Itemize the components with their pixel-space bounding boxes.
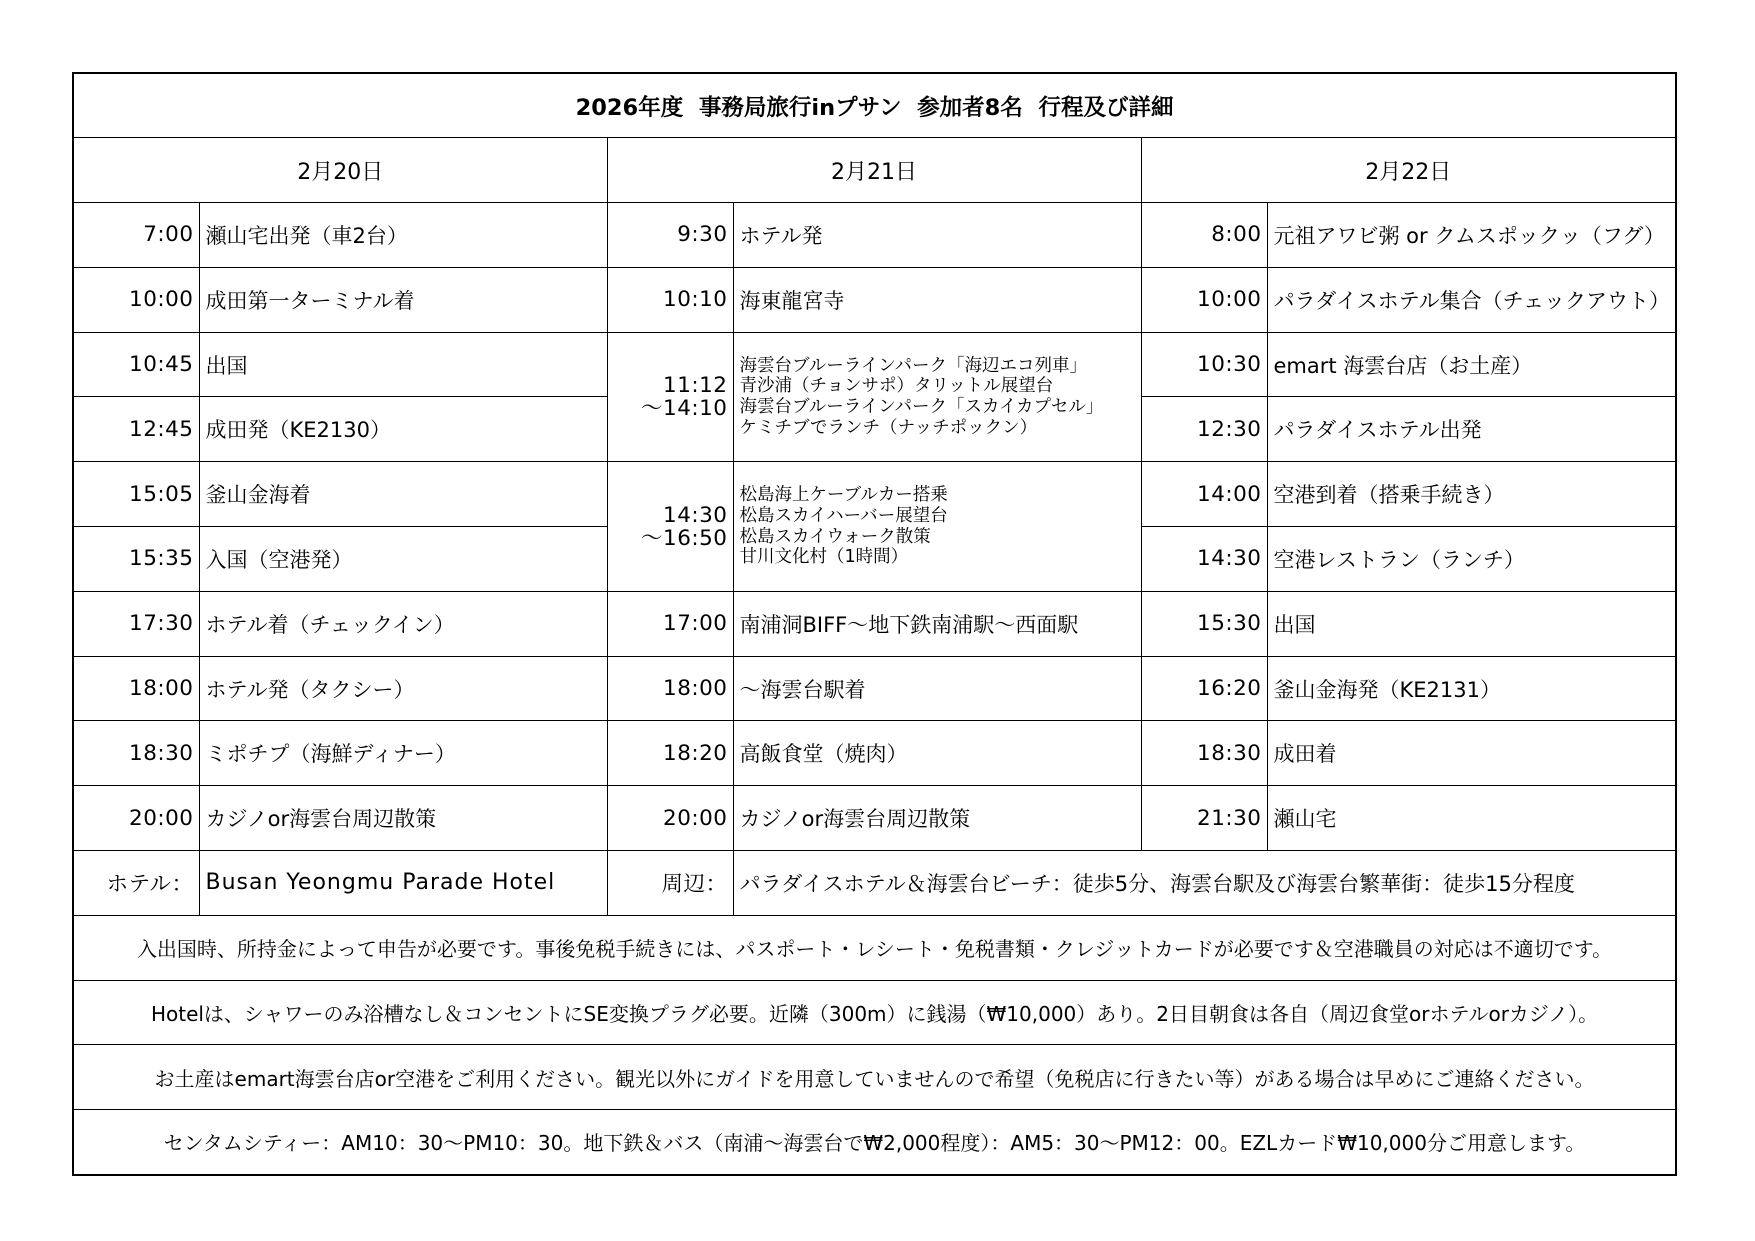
schedule-activity: 瀬山宅	[1267, 786, 1676, 851]
schedule-time: 10:10	[607, 267, 733, 332]
schedule-row	[73, 591, 1676, 656]
schedule-activity: パラダイスホテル集合（チェックアウト）	[1267, 267, 1676, 332]
schedule-time: 10:30	[1141, 332, 1267, 397]
area-label: 周辺：	[607, 851, 733, 916]
schedule-activity: ホテル発	[733, 203, 1141, 268]
schedule-activity: 海東龍宮寺	[733, 267, 1141, 332]
schedule-row	[73, 332, 1676, 397]
activity-line: 海雲台ブルーラインパーク「海辺エコ列車」	[739, 355, 1088, 376]
note-row	[73, 980, 1676, 1045]
schedule-time: 10:00	[73, 267, 199, 332]
schedule-activity: 成田第一ターミナル着	[199, 267, 607, 332]
schedule-row	[73, 721, 1676, 786]
schedule-activity: 元祖アワビ粥 or クムスポックッ（フグ）	[1267, 203, 1676, 268]
note-text: センタムシティー：AM10：30～PM10：30。地下鉄＆バス（南浦～海雲台で₩2,000程度）：AM5：30～PM12：00。EZLカード₩10,000分ご用意します。	[73, 1110, 1676, 1175]
schedule-activity: 入国（空港発）	[199, 527, 607, 592]
schedule-time: 18:30	[73, 721, 199, 786]
schedule-time: 18:00	[607, 656, 733, 721]
activity-line: 甘川文化村（1時間）	[739, 547, 909, 568]
schedule-activity: 出国	[1267, 591, 1676, 656]
schedule-time: 12:30	[1141, 397, 1267, 462]
schedule-time-range	[607, 332, 733, 462]
schedule-time: 18:00	[73, 656, 199, 721]
time-range-end: ～16:50	[641, 525, 728, 551]
schedule-activity: 空港レストラン（ランチ）	[1267, 527, 1676, 592]
day-header-1: 2月20日	[73, 138, 607, 203]
schedule-activity: 瀬山宅出発（車2台）	[199, 203, 607, 268]
schedule-activity-list	[733, 332, 1141, 462]
schedule-time: 20:00	[73, 786, 199, 851]
schedule-activity: ホテル着（チェックイン）	[199, 591, 607, 656]
note-row	[73, 1110, 1676, 1175]
note-row	[73, 915, 1676, 980]
schedule-row	[73, 203, 1676, 268]
schedule-activity: emart 海雲台店（お土産）	[1267, 332, 1676, 397]
schedule-activity: カジノor海雲台周辺散策	[199, 786, 607, 851]
time-range-start: 14:30	[663, 502, 728, 528]
hotel-row	[73, 851, 1676, 916]
schedule-time: 10:45	[73, 332, 199, 397]
activity-line: ケミチブでランチ（ナッチポックン）	[739, 417, 1038, 438]
note-text: Hotelは、シャワーのみ浴槽なし＆コンセントにSE変換プラグ必要。近隣（300m）に銭湯（₩10,000）あり。2日目朝食は各自（周辺食堂orホテルorカジノ）。	[73, 980, 1676, 1045]
page-title: 2026年度 事務局旅行inプサン 参加者8名 行程及び詳細	[73, 73, 1676, 138]
itinerary-table	[72, 72, 1677, 1176]
schedule-activity-list	[733, 462, 1141, 592]
activity-line: 海雲台ブルーラインパーク「スカイカプセル」	[739, 396, 1104, 417]
schedule-row	[73, 656, 1676, 721]
schedule-time: 17:00	[607, 591, 733, 656]
schedule-activity: ミポチプ（海鮮ディナー）	[199, 721, 607, 786]
time-range-start: 11:12	[663, 372, 728, 398]
schedule-activity: ～海雲台駅着	[733, 656, 1141, 721]
schedule-time: 15:30	[1141, 591, 1267, 656]
schedule-time: 14:00	[1141, 462, 1267, 527]
note-row	[73, 1045, 1676, 1110]
activity-line: 松島スカイハーバー展望台	[739, 505, 948, 526]
schedule-activity: 釜山金海着	[199, 462, 607, 527]
time-range-end: ～14:10	[641, 395, 728, 421]
hotel-name: Busan Yeongmu Parade Hotel	[199, 851, 607, 916]
schedule-activity: 成田発（KE2130）	[199, 397, 607, 462]
title-row	[73, 73, 1676, 138]
schedule-activity: 南浦洞BIFF～地下鉄南浦駅～西面駅	[733, 591, 1141, 656]
schedule-time: 20:00	[607, 786, 733, 851]
schedule-time: 18:20	[607, 721, 733, 786]
schedule-time: 16:20	[1141, 656, 1267, 721]
schedule-activity: ホテル発（タクシー）	[199, 656, 607, 721]
activity-line: 松島スカイウォーク散策	[739, 526, 931, 547]
schedule-time: 12:45	[73, 397, 199, 462]
schedule-time: 17:30	[73, 591, 199, 656]
schedule-time: 21:30	[1141, 786, 1267, 851]
schedule-activity: カジノor海雲台周辺散策	[733, 786, 1141, 851]
day-header-3: 2月22日	[1141, 138, 1676, 203]
schedule-time: 14:30	[1141, 527, 1267, 592]
schedule-activity: 出国	[199, 332, 607, 397]
schedule-activity: 釜山金海発（KE2131）	[1267, 656, 1676, 721]
day-header-2: 2月21日	[607, 138, 1141, 203]
schedule-time: 9:30	[607, 203, 733, 268]
schedule-time: 8:00	[1141, 203, 1267, 268]
schedule-time-range	[607, 462, 733, 592]
schedule-time: 18:30	[1141, 721, 1267, 786]
schedule-activity: 成田着	[1267, 721, 1676, 786]
activity-line: 青沙浦（チョンサポ）タリットル展望台	[739, 376, 1054, 397]
schedule-time: 15:35	[73, 527, 199, 592]
hotel-label: ホテル：	[73, 851, 199, 916]
schedule-activity: パラダイスホテル出発	[1267, 397, 1676, 462]
activity-line: 松島海上ケーブルカー搭乗	[739, 485, 948, 506]
schedule-activity: 高飯食堂（焼肉）	[733, 721, 1141, 786]
area-info: パラダイスホテル＆海雲台ビーチ：徒歩5分、海雲台駅及び海雲台繁華街：徒歩15分程度	[733, 851, 1676, 916]
schedule-time: 15:05	[73, 462, 199, 527]
day-header-row	[73, 138, 1676, 203]
schedule-row	[73, 267, 1676, 332]
note-text: 入出国時、所持金によって申告が必要です。事後免税手続きには、パスポート・レシート・免税書類・クレジットカードが必要です＆空港職員の対応は不適切です。	[73, 915, 1676, 980]
schedule-time: 10:00	[1141, 267, 1267, 332]
schedule-time: 7:00	[73, 203, 199, 268]
schedule-row	[73, 462, 1676, 527]
note-text: お土産はemart海雲台店or空港をご利用ください。観光以外にガイドを用意していませんので希望（免税店に行きたい等）がある場合は早めにご連絡ください。	[73, 1045, 1676, 1110]
schedule-activity: 空港到着（搭乗手続き）	[1267, 462, 1676, 527]
schedule-row	[73, 786, 1676, 851]
